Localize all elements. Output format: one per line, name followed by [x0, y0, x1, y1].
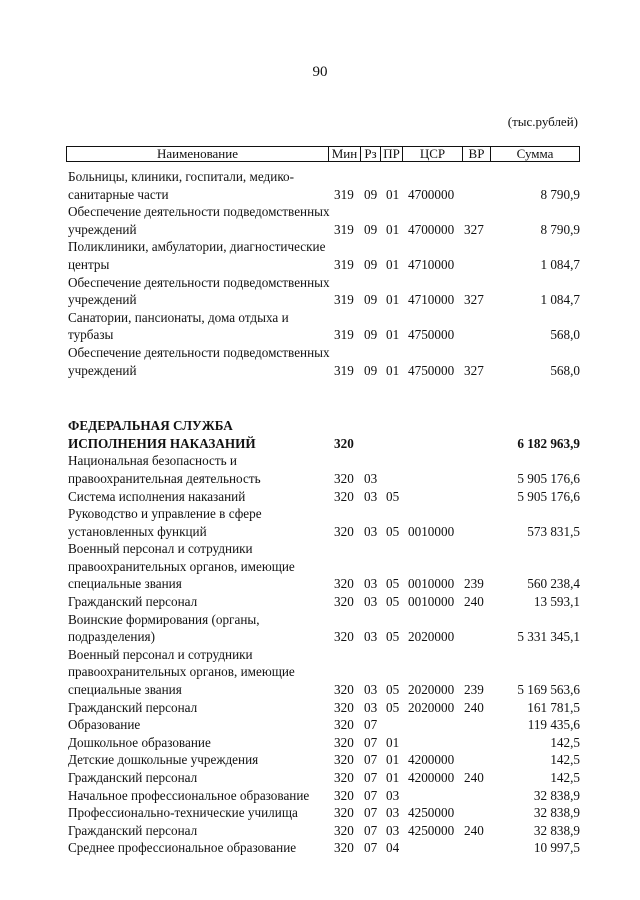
table-row [68, 822, 580, 840]
cell-min: 320 [334, 840, 354, 856]
cell-name: Среднее профессиональное образование [68, 840, 297, 856]
cell-csr: 0010000 [408, 594, 455, 610]
cell-sum: 1 084,7 [540, 292, 580, 308]
header-rz: Рз [361, 147, 381, 161]
cell-name: Поликлиники, амбулатории, диагностические центры [68, 239, 326, 272]
cell-min: 320 [334, 822, 354, 838]
header-pr: ПР [381, 147, 403, 161]
cell-pr: 05 [386, 576, 400, 592]
cell-sum: 161 781,5 [527, 699, 580, 715]
cell-rz: 07 [364, 822, 378, 838]
cell-rz: 07 [364, 770, 378, 785]
cell-csr: 2020000 [408, 699, 455, 715]
cell-pr: 01 [386, 221, 400, 237]
cell-csr: 4750000 [408, 327, 455, 343]
header-csr: ЦСР [403, 147, 463, 161]
cell-csr: 4250000 [408, 822, 455, 838]
cell-sum: 13 593,1 [533, 594, 580, 610]
cell-min: 319 [334, 327, 354, 343]
cell-pr: 05 [386, 629, 400, 645]
cell-csr: 2020000 [408, 682, 455, 698]
cell-csr: 0010000 [408, 523, 455, 539]
cell-rz: 07 [364, 805, 378, 821]
cell-rz: 07 [364, 734, 378, 750]
cell-csr: 4750000 [408, 362, 455, 378]
cell-rz: 03 [364, 488, 378, 504]
cell-min: 319 [334, 362, 354, 378]
cell-csr: 4700000 [408, 221, 455, 237]
cell-sum: 32 838,9 [533, 822, 580, 838]
table-row [68, 488, 580, 506]
cell-csr: 0010000 [408, 576, 455, 592]
cell-sum: 1 084,7 [540, 256, 580, 272]
cell-rz: 03 [364, 629, 378, 645]
cell-sum: 142,5 [550, 752, 580, 768]
cell-pr: 01 [386, 362, 400, 378]
cell-sum: 32 838,9 [533, 787, 580, 803]
cell-rz: 07 [364, 717, 378, 733]
cell-pr: 01 [386, 770, 400, 785]
cell-name: Обеспечение деятельности подведомственных учреждений [68, 344, 330, 378]
cell-csr: 4200000 [408, 752, 455, 768]
cell-csr: 4200000 [408, 770, 455, 785]
cell-csr: 4710000 [408, 292, 455, 308]
table-row [68, 505, 580, 540]
table-row [68, 611, 580, 646]
cell-name: Начальное профессиональное образование [68, 787, 310, 803]
table-row [68, 839, 580, 857]
cell-pr: 01 [386, 256, 400, 272]
cell-name: Руководство и управление в сфере установленных функций [68, 506, 262, 539]
cell-min: 320 [334, 435, 354, 451]
table-row [68, 274, 580, 309]
cell-name: Обеспечение деятельности подведомственных учреждений [68, 274, 330, 308]
cell-sum: 568,0 [550, 327, 580, 343]
cell-sum: 8 790,9 [540, 221, 580, 237]
cell-sum: 5 169 563,6 [517, 682, 580, 698]
table-row [68, 787, 580, 805]
cell-csr: 4250000 [408, 805, 455, 821]
cell-vr: 240 [464, 699, 484, 715]
cell-rz: 07 [364, 840, 378, 856]
cell-min: 320 [334, 682, 354, 698]
cell-min: 320 [334, 770, 354, 785]
cell-vr: 240 [464, 594, 484, 610]
table-row [68, 593, 580, 611]
cell-pr: 03 [386, 822, 400, 838]
cell-pr: 01 [386, 752, 400, 768]
cell-min: 319 [334, 221, 354, 237]
cell-sum: 119 435,6 [527, 717, 580, 733]
table-row [68, 751, 580, 769]
cell-rz: 09 [364, 362, 378, 378]
table-row [68, 344, 580, 379]
table-row [68, 417, 580, 452]
cell-min: 320 [334, 594, 354, 610]
cell-vr: 240 [464, 770, 484, 785]
cell-sum: 10 997,5 [533, 840, 580, 856]
cell-name: Гражданский персонал [68, 770, 198, 785]
table-row [68, 238, 580, 273]
cell-pr: 05 [386, 682, 400, 698]
cell-name: Военный персонал и сотрудники правоохранительных органов, имеющие специальные звания [68, 541, 295, 592]
cell-min: 320 [334, 470, 354, 486]
header-vr: ВР [463, 147, 491, 161]
cell-pr: 05 [386, 488, 400, 504]
cell-name: Образование [68, 717, 141, 733]
table-body [68, 168, 580, 857]
cell-name: Профессионально-технические училища [68, 805, 298, 821]
cell-vr: 240 [464, 822, 484, 838]
cell-rz: 07 [364, 752, 378, 768]
cell-sum: 560 238,4 [527, 576, 580, 592]
cell-min: 320 [334, 787, 354, 803]
cell-sum: 573 831,5 [527, 523, 580, 539]
cell-vr: 239 [464, 682, 484, 698]
table-header [66, 146, 580, 162]
cell-name: Национальная безопасность и правоохранительная деятельность [68, 453, 261, 486]
cell-min: 319 [334, 256, 354, 272]
page-number: 90 [312, 64, 328, 80]
cell-rz: 03 [364, 594, 378, 610]
cell-sum: 5 331 345,1 [517, 629, 580, 645]
cell-min: 320 [334, 488, 354, 504]
cell-rz: 03 [364, 699, 378, 715]
header-name: Наименование [67, 147, 329, 161]
cell-min: 319 [334, 292, 354, 308]
cell-name: Детские дошкольные учреждения [68, 752, 259, 768]
cell-name: Военный персонал и сотрудники правоохранительных органов, имеющие специальные звания [68, 646, 295, 698]
cell-name: Дошкольное образование [68, 734, 211, 750]
cell-name: ФЕДЕРАЛЬНАЯ СЛУЖБА ИСПОЛНЕНИЯ НАКАЗАНИЙ [68, 418, 256, 451]
units-label: (тыс.рублей) [507, 114, 578, 129]
cell-vr: 327 [464, 362, 484, 378]
table-row [68, 646, 580, 699]
table-row [68, 168, 580, 203]
cell-name: Гражданский персонал [68, 699, 198, 715]
table-spacer [68, 379, 580, 417]
cell-pr: 01 [386, 734, 400, 750]
cell-min: 320 [334, 717, 354, 733]
cell-sum: 568,0 [550, 362, 580, 378]
cell-rz: 07 [364, 787, 378, 803]
cell-min: 320 [334, 752, 354, 768]
cell-name: Обеспечение деятельности подведомственных учреждений [68, 204, 330, 237]
cell-rz: 03 [364, 470, 378, 486]
cell-min: 320 [334, 523, 354, 539]
cell-rz: 09 [364, 256, 378, 272]
cell-name: Больницы, клиники, госпитали, медико-санитарные части [68, 169, 295, 202]
cell-pr: 05 [386, 594, 400, 610]
table-row [68, 540, 580, 593]
cell-pr: 01 [386, 292, 400, 308]
cell-pr: 04 [386, 840, 400, 856]
cell-min: 320 [334, 629, 354, 645]
cell-name: Гражданский персонал [68, 822, 198, 838]
cell-csr: 2020000 [408, 629, 455, 645]
table-row [68, 309, 580, 344]
cell-min: 320 [334, 734, 354, 750]
cell-min: 319 [334, 186, 354, 202]
table-row [68, 734, 580, 752]
table-row [68, 452, 580, 487]
cell-sum: 6 182 963,9 [517, 435, 580, 451]
cell-rz: 09 [364, 186, 378, 202]
cell-vr: 327 [464, 221, 484, 237]
cell-csr: 4700000 [408, 186, 455, 202]
cell-min: 320 [334, 699, 354, 715]
cell-min: 320 [334, 805, 354, 821]
cell-rz: 03 [364, 682, 378, 698]
cell-pr: 01 [386, 186, 400, 202]
cell-name: Санатории, пансионаты, дома отдыха и турбазы [68, 309, 289, 343]
cell-vr: 327 [464, 292, 484, 308]
header-sum: Сумма [516, 146, 554, 161]
cell-min: 320 [334, 576, 354, 592]
cell-pr: 05 [386, 523, 400, 539]
cell-name: Система исполнения наказаний [68, 488, 246, 504]
cell-rz: 09 [364, 292, 378, 308]
table-row [68, 203, 580, 238]
cell-pr: 01 [386, 327, 400, 343]
table-row [68, 716, 580, 734]
table-row [68, 769, 580, 787]
cell-sum: 5 905 176,6 [517, 470, 580, 486]
cell-pr: 05 [386, 699, 400, 715]
cell-sum: 5 905 176,6 [517, 488, 580, 504]
cell-csr: 4710000 [408, 256, 455, 272]
cell-vr: 239 [464, 576, 484, 592]
cell-rz: 03 [364, 576, 378, 592]
cell-rz: 09 [364, 221, 378, 237]
header-min: Мин [329, 147, 361, 161]
cell-rz: 09 [364, 327, 378, 343]
cell-pr: 03 [386, 805, 400, 821]
cell-sum: 142,5 [550, 770, 580, 785]
cell-rz: 03 [364, 523, 378, 539]
table-row [68, 804, 580, 822]
table-row [68, 699, 580, 717]
cell-sum: 142,5 [550, 734, 580, 750]
cell-pr: 03 [386, 787, 400, 803]
cell-name: Воинские формирования (органы, подразделения) [68, 611, 260, 645]
cell-sum: 32 838,9 [533, 805, 580, 821]
cell-sum: 8 790,9 [540, 186, 580, 202]
cell-name: Гражданский персонал [68, 594, 198, 610]
